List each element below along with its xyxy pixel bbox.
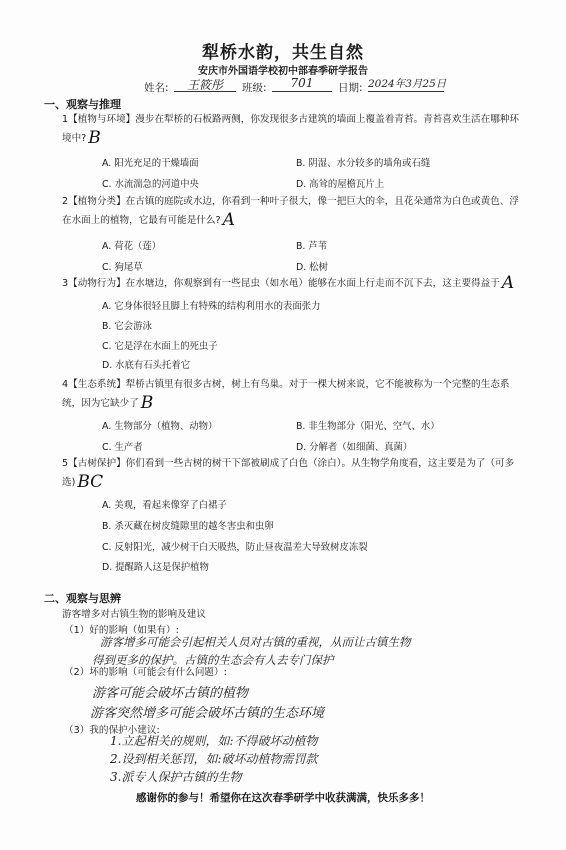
page-subtitle: 安庆市外国语学校初中部春季研学报告: [198, 66, 368, 77]
q3-option-b: B. 它会游泳: [102, 321, 152, 332]
question-2: [62, 192, 522, 230]
advice-item-1: 1.立起相关的规则，如:不得破坏动植物: [110, 734, 318, 748]
q1-option-b: B. 阴湿、水分较多的墙角或石缝: [296, 158, 431, 169]
good-impact-answer-line1: 游客增多可能会引起相关人员对古镇的重视，从而让古镇生物: [100, 635, 411, 649]
question-1-answer: B: [88, 128, 101, 148]
q1-option-d: D. 高耸的屋檐瓦片上: [296, 179, 385, 190]
advice-label: （3）我的保护小建议:: [64, 725, 160, 736]
bad-impact-answer-line1: 游客可能会破坏古镇的植物: [92, 686, 249, 701]
page-title: 犁桥水韵，共生自然: [202, 43, 364, 63]
date-label: 日期:: [338, 82, 363, 94]
advice-item-3: 3.派专人保护古镇的生物: [110, 770, 242, 784]
question-3: [62, 274, 522, 293]
good-impact-label: （1）好的影响（如果有）:: [64, 625, 179, 636]
bad-impact-answer-line2: 游客突然增多可能会破坏古镇的生态环境: [90, 706, 325, 721]
q2-option-d: D. 松树: [296, 262, 328, 273]
date-value: 2024年3月25日: [368, 78, 447, 90]
question-1-text: 1【植物与环境】漫步在犁桥的石板路两侧，你发现很多古建筑的墙面上覆盖着青苔。青苔喜欢生活在哪种环境中?: [62, 114, 520, 144]
q5-option-c: C. 反射阳光，减少树干白天吸热，防止昼夜温差大导致树皮冻裂: [102, 542, 368, 553]
question-4: [62, 375, 522, 413]
good-impact-answer-line2: 得到更多的保护。古镇的生态会有人去专门保护: [92, 653, 334, 667]
question-3-answer: A: [501, 273, 515, 293]
q5-option-b: B. 杀灭藏在树皮缝隙里的越冬害虫和虫卵: [102, 521, 274, 532]
question-5-text: 5【古树保护】你们看到一些古树的树干下部被刷成了白色（涂白）。从生物学角度看，这主要是为了（可多选): [62, 458, 515, 488]
q3-option-a: A. 它身体很轻且脚上有特殊的结构利用水的表面张力: [102, 301, 321, 312]
section1-heading: 一、观察与推理: [44, 98, 121, 111]
q1-option-c: C. 水流湍急的河道中央: [102, 179, 199, 190]
q4-option-a: A. 生物部分（植物、动物）: [102, 421, 218, 432]
q4-option-b: B. 非生物部分（阳光、空气、水）: [296, 421, 440, 432]
q3-option-d: D. 水底有石头托着它: [102, 360, 191, 371]
name-value: 王筱彤: [174, 76, 236, 92]
q3-option-c: C. 它是浮在水面上的死虫子: [102, 341, 218, 352]
class-value: 701: [272, 76, 332, 92]
question-4-text: 4【生态系统】犁桥古镇里有很多古树，树上有鸟巢。对于一棵大树来说，它不能被称为一个完整的生态系统，因为它缺少了: [62, 379, 510, 409]
q5-option-a: A. 美观，看起来像穿了白裙子: [102, 500, 227, 511]
question-2-answer: A: [222, 210, 235, 230]
question-2-text: 2【植物分类】在古镇的庭院或水边，你看到一种叶子很大，像一把巨大的伞，且花朵通常为白色或黄色、浮在水面上的植物，它最有可能是什么?: [62, 196, 520, 226]
section2-prompt: 游客增多对古镇生物的影响及建议: [62, 609, 206, 620]
class-label: 班级:: [242, 82, 267, 94]
footer-thanks: 感谢你的参与！希望你在这次春季研学中收获满满，快乐多多！: [136, 792, 430, 804]
advice-item-2: 2.设到相关惩罚，如:破坏动植物需罚款: [110, 752, 318, 766]
name-label: 姓名:: [144, 82, 169, 94]
q1-option-a: A. 阳光充足的干燥墙面: [102, 158, 199, 169]
bad-impact-label: （2）坏的影响（可能会有什么问题）:: [64, 667, 227, 678]
question-5: [62, 454, 522, 492]
q4-option-c: C. 生产者: [102, 442, 143, 453]
section2-heading: 二、观察与思辨: [44, 592, 121, 605]
q5-option-d: D. 提醒路人这是保护植物: [102, 562, 209, 573]
q2-option-b: B. 芦苇: [296, 241, 328, 252]
q2-option-a: A. 荷花（莲）: [102, 241, 162, 252]
question-4-answer: B: [140, 393, 154, 413]
q4-option-d: D. 分解者（如细菌、真菌）: [296, 442, 413, 453]
question-1: [62, 110, 522, 148]
q2-option-c: C. 狗尾草: [102, 262, 143, 273]
student-info-row: [144, 78, 564, 94]
question-3-text: 3【动物行为】在水塘边，你观察到有一些昆虫（如水黾）能够在水面上行走而不沉下去，这主要得益于: [62, 278, 500, 289]
question-5-answer: BC: [77, 472, 104, 492]
